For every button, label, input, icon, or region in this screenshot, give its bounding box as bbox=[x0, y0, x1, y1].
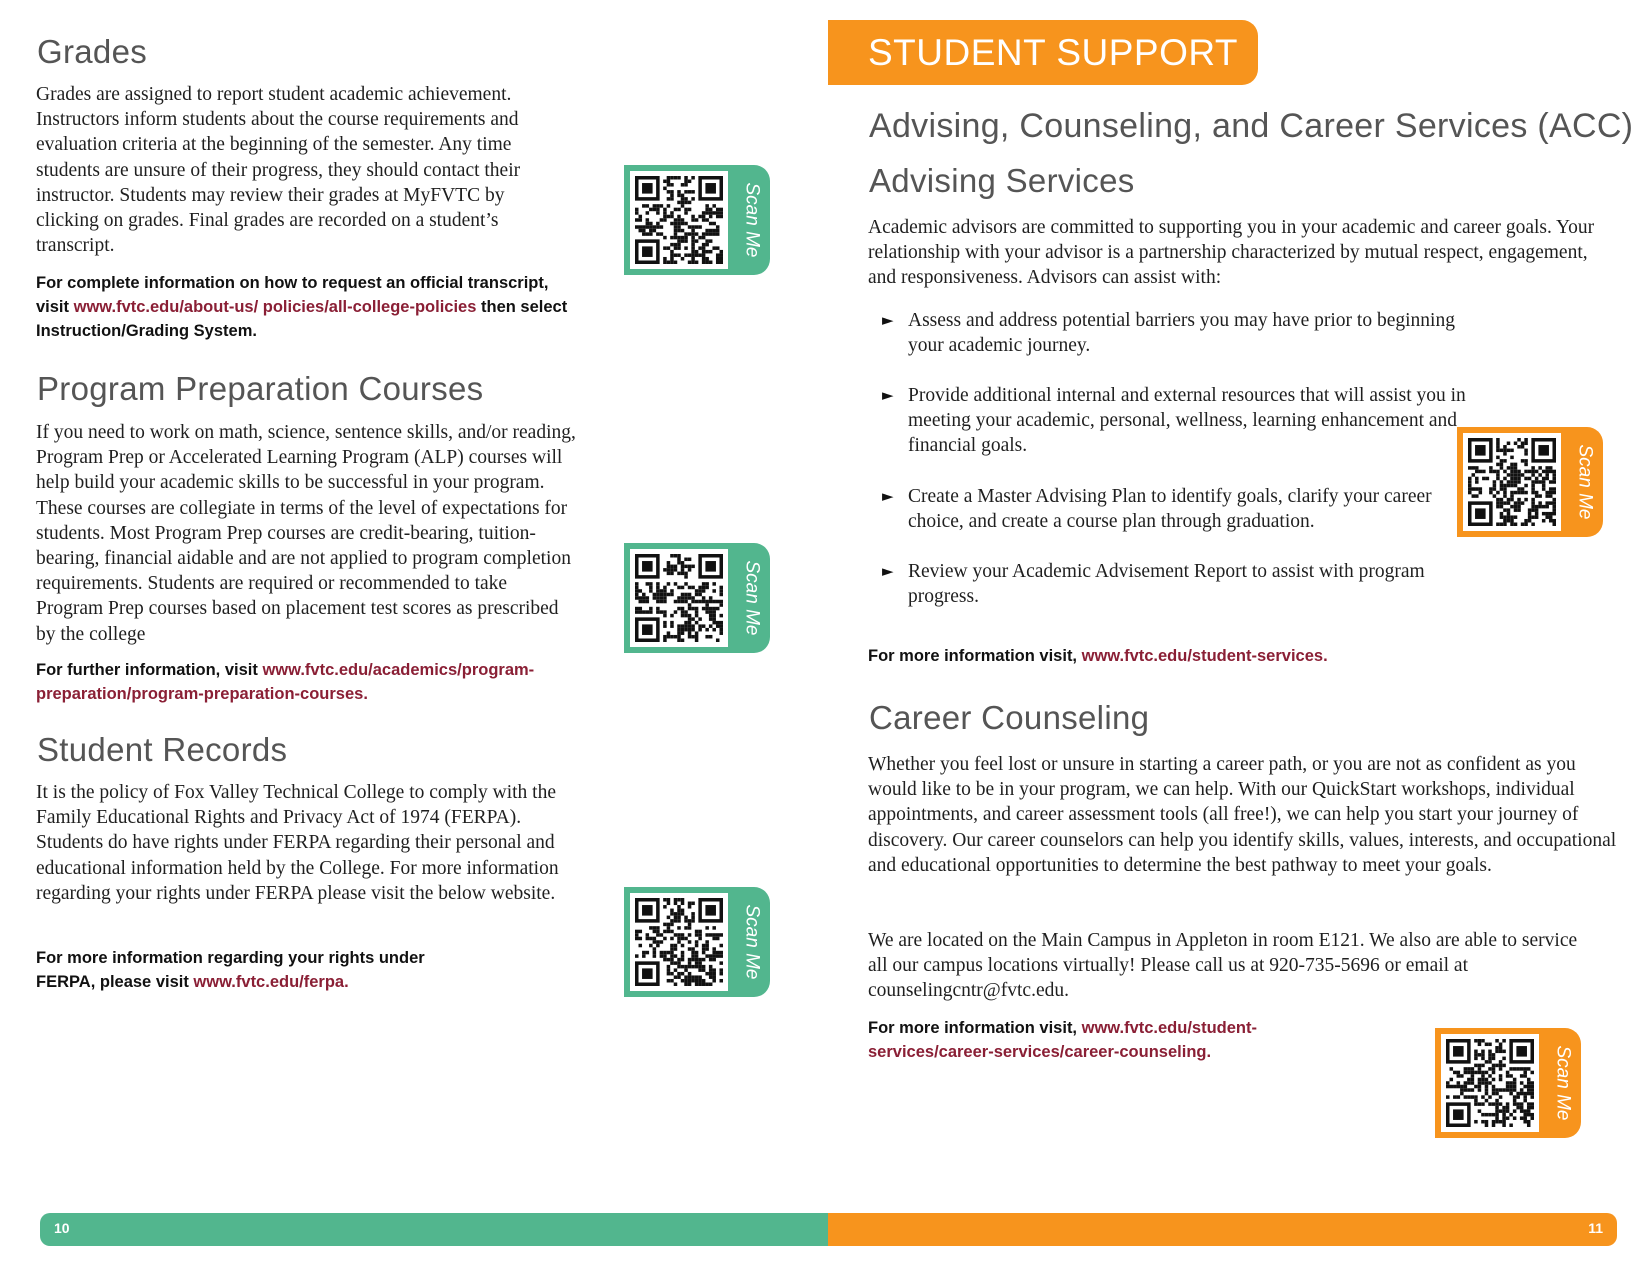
scan-me-label: Scan Me bbox=[1552, 1045, 1574, 1121]
student-records-info bbox=[36, 946, 466, 994]
grades-info-prefix: For complete information on how to request an official transcript, visit bbox=[36, 274, 549, 316]
scan-me-label: Scan Me bbox=[1574, 444, 1596, 520]
qr-code-icon bbox=[1441, 1034, 1539, 1132]
grades-heading: Grades bbox=[37, 33, 148, 70]
advising-bullet-item bbox=[870, 484, 1468, 534]
page-number-left: 10 bbox=[54, 1220, 70, 1236]
program-prep-qr-badge[interactable] bbox=[624, 543, 770, 653]
bullet-arrow-icon: ► bbox=[882, 386, 894, 404]
footer-bar-right bbox=[828, 1213, 1617, 1246]
advising-bullet-text: Review your Academic Advisement Report to assist with program progress. bbox=[908, 561, 1425, 608]
program-prep-body: If you need to work on math, science, sentence skills, and/or reading, Program Prep or Accelerated Learning Program (ALP) courses will help build your academic skills to be successful in your program. These courses are collegiate in terms of the level of expectations for students. Most Program Prep courses are credit-bearing, tuition- bearing, financial aidable and are not applied to program completion requirements. Students are required or recommended to take Program Prep courses based on placement test scores as prescribed by the college bbox=[36, 422, 576, 645]
grades-body: Grades are assigned to report student academic achievement. Instructors inform students about the course requirements and evaluation criteria at the beginning of the semester. Any time students are unsure of their progress, they should contact their instructor. Students may review their grades at MyFVTC by clicking on grades. Final grades are recorded on a student’s transcript. bbox=[36, 84, 521, 257]
bullet-arrow-icon: ► bbox=[882, 311, 894, 329]
advising-bullet-text: Provide additional internal and external resources that will assist you in meeting your academic, personal, wellness, learning enhancement and financial goals. bbox=[908, 385, 1466, 457]
footer-bar-left bbox=[40, 1213, 828, 1246]
career-counseling-info bbox=[868, 1016, 1338, 1064]
career-location-text: We are located on the Main Campus in Appleton in room E121. We also are able to service all our campus locations virtually! Please call us at 920-735-5696 or email at counselingcntr@fvtc.edu. bbox=[868, 930, 1578, 1002]
footer-bar bbox=[40, 1213, 1617, 1246]
qr-code-icon bbox=[630, 549, 728, 647]
advising-info-prefix: For more information visit, bbox=[868, 647, 1082, 665]
grades-qr-badge[interactable] bbox=[624, 165, 770, 275]
qr-code-icon bbox=[630, 893, 728, 991]
scan-me-label: Scan Me bbox=[741, 904, 763, 980]
advising-bullet-list bbox=[870, 308, 1466, 608]
career-info-prefix: For more information visit, bbox=[868, 1019, 1082, 1037]
bullet-arrow-icon: ► bbox=[882, 562, 894, 580]
advising-heading: Advising Services bbox=[869, 162, 1135, 199]
career-counseling-body: Whether you feel lost or unsure in starting a career path, or you are not as confident as you would like to be in your program, we can help. With our QuickStart workshops, individual appointments, and career assessment tools (all free!), we can help you start your journey of discovery. Our career counselors can help you identify skills, values, interests, and occupational and educational opportunities to determine the best pathway to meet your goals. bbox=[868, 754, 1617, 876]
program-prep-info-prefix: For further information, visit bbox=[36, 661, 263, 679]
advising-info bbox=[868, 644, 1568, 668]
program-prep-link[interactable]: www.fvtc.edu/academics/program-preparation/program-preparation-courses. bbox=[36, 661, 535, 703]
advising-bullet-item bbox=[870, 559, 1468, 609]
advising-bullet-text: Assess and address potential barriers you may have prior to beginning your academic journey. bbox=[908, 310, 1455, 357]
page-number-right: 11 bbox=[1588, 1220, 1603, 1236]
qr-code-icon bbox=[1463, 433, 1561, 531]
program-prep-heading: Program Preparation Courses bbox=[37, 370, 484, 407]
advising-bullet-item bbox=[870, 308, 1468, 358]
grades-info-suffix: then select Instruction/Grading System. bbox=[36, 298, 568, 340]
scan-me-label: Scan Me bbox=[741, 560, 763, 636]
career-counseling-qr-badge[interactable] bbox=[1435, 1028, 1581, 1138]
student-support-banner bbox=[828, 20, 1258, 85]
student-records-heading: Student Records bbox=[37, 731, 288, 768]
ferpa-link[interactable]: www.fvtc.edu/ferpa. bbox=[193, 973, 349, 991]
student-services-link[interactable]: www.fvtc.edu/student-services. bbox=[1081, 647, 1328, 665]
qr-code-icon bbox=[630, 171, 728, 269]
banner-title: STUDENT SUPPORT bbox=[868, 32, 1239, 73]
program-prep-info bbox=[36, 658, 591, 706]
scan-me-label: Scan Me bbox=[741, 182, 763, 258]
grades-info bbox=[36, 271, 576, 343]
student-records-info-prefix: For more information regarding your rights under FERPA, please visit bbox=[36, 949, 425, 991]
bullet-arrow-icon: ► bbox=[882, 487, 894, 505]
grades-policy-link[interactable]: www.fvtc.edu/about-us/ policies/all-college-policies bbox=[73, 298, 477, 316]
student-records-body: It is the policy of Fox Valley Technical College to comply with the Family Educational Rights and Privacy Act of 1974 (FERPA). Students do have rights under FERPA regarding their personal and educational information held by the College. For more information regarding your rights under FERPA please visit the below website. bbox=[36, 782, 559, 904]
career-counseling-link[interactable]: www.fvtc.edu/student-services/career-services/career-counseling. bbox=[868, 1019, 1258, 1061]
advising-bullet-text: Create a Master Advising Plan to identify goals, clarify your career choice, and create a course plan through graduation. bbox=[908, 486, 1432, 533]
advising-bullet-item bbox=[870, 383, 1468, 459]
advising-qr-badge[interactable] bbox=[1457, 427, 1603, 537]
student-records-qr-badge[interactable] bbox=[624, 887, 770, 997]
acc-heading: Advising, Counseling, and Career Services (ACC) bbox=[869, 107, 1634, 145]
career-counseling-heading: Career Counseling bbox=[869, 699, 1150, 736]
advising-body: Academic advisors are committed to supporting you in your academic and career goals. Your relationship with your advisor is a partnership characterized by mutual respect, engagement, and responsiveness. Advisors can assist with: bbox=[868, 217, 1595, 289]
